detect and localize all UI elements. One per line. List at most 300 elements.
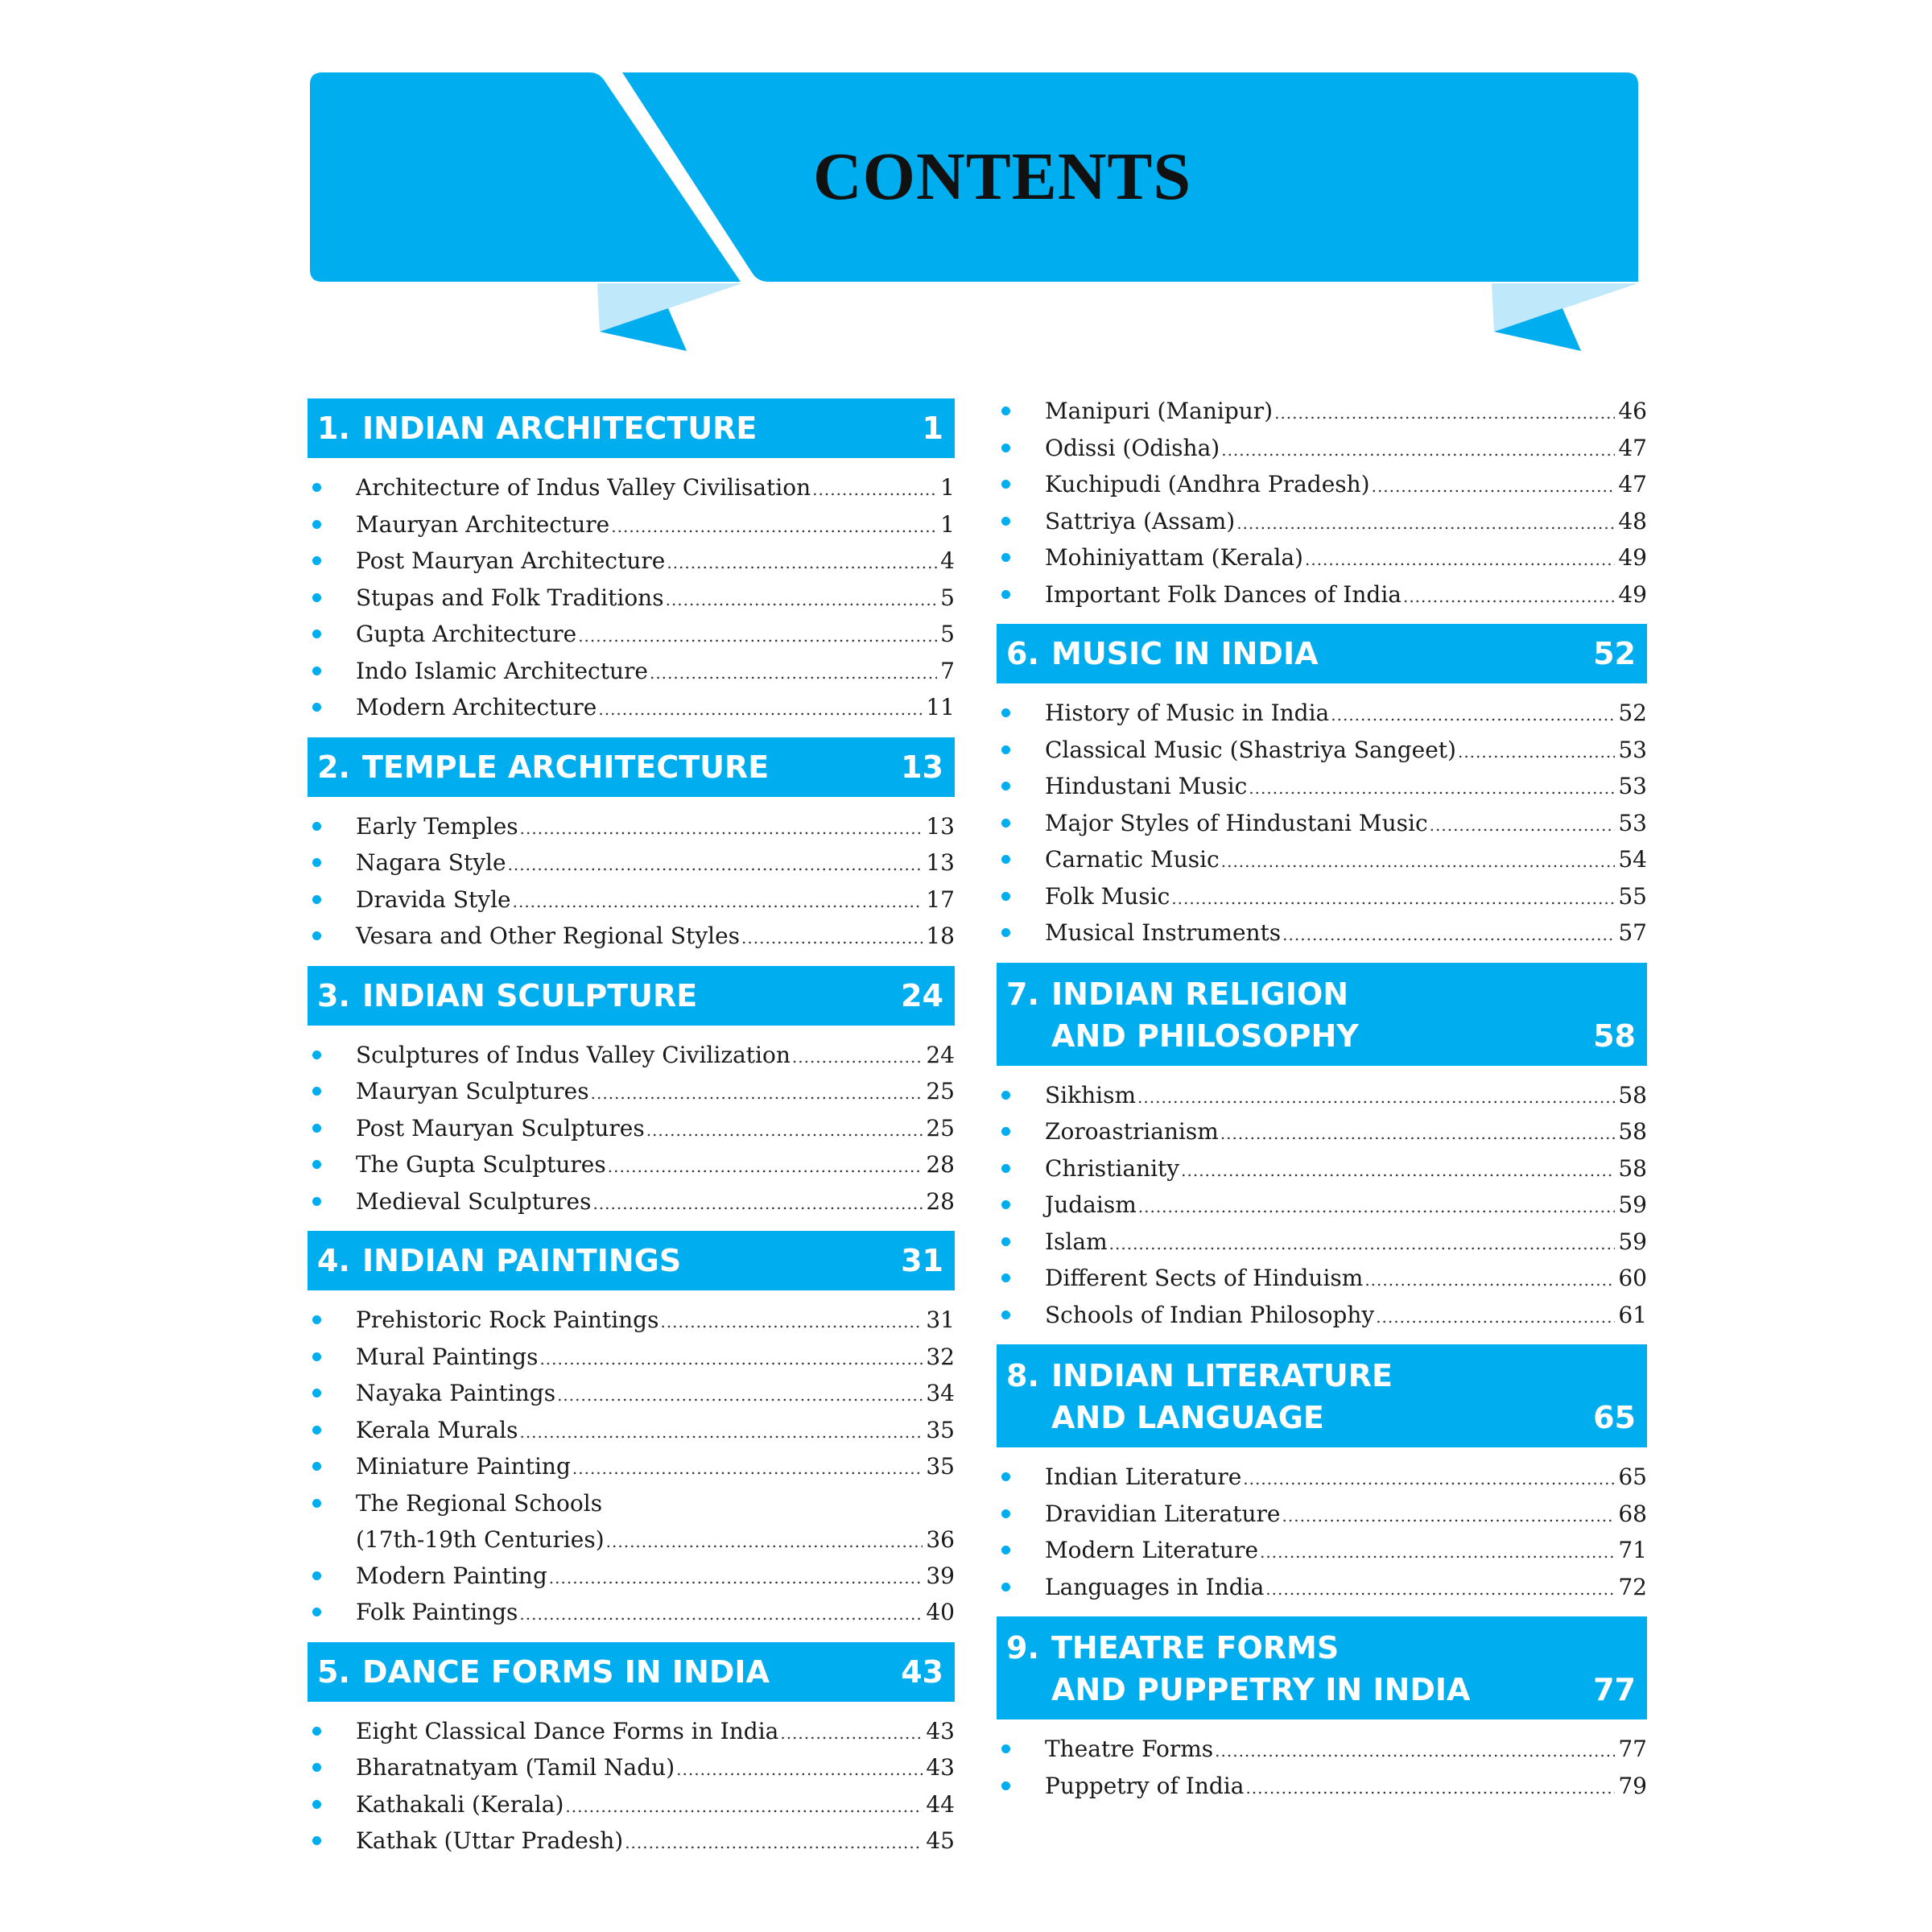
toc-entry-row bbox=[1045, 1150, 1647, 1190]
toc-entry[interactable] bbox=[997, 695, 1647, 732]
dot-leader bbox=[1260, 1534, 1615, 1571]
dot-leader bbox=[1305, 542, 1615, 579]
toc-entry-title: Post Mauryan Sculptures bbox=[356, 1114, 645, 1141]
toc-entry[interactable] bbox=[997, 430, 1647, 467]
toc-entry-title: History of Music in India bbox=[1045, 700, 1330, 726]
dot-leader bbox=[780, 1715, 923, 1752]
bullet-icon bbox=[312, 1727, 321, 1736]
bullet-icon bbox=[1001, 517, 1010, 526]
toc-entry-title: The Gupta Sculptures bbox=[356, 1151, 606, 1178]
toc-entry[interactable] bbox=[308, 543, 955, 580]
bullet-icon bbox=[1001, 1311, 1010, 1319]
toc-entry[interactable] bbox=[997, 1496, 1647, 1533]
toc-entry[interactable] bbox=[997, 732, 1647, 769]
toc-entry-row bbox=[356, 1786, 955, 1826]
section-page: 58 bbox=[1593, 1018, 1636, 1054]
dot-leader bbox=[1221, 844, 1616, 881]
bullet-icon bbox=[312, 703, 321, 712]
bullet-icon bbox=[1001, 1091, 1010, 1100]
toc-entry[interactable] bbox=[308, 1823, 955, 1860]
dot-leader bbox=[578, 618, 937, 655]
toc-entry-title: Theatre Forms bbox=[1045, 1736, 1214, 1762]
toc-entry-page: 25 bbox=[926, 1114, 955, 1141]
toc-entry-page: 39 bbox=[926, 1562, 955, 1589]
toc-entry[interactable] bbox=[308, 1786, 955, 1823]
toc-entry[interactable] bbox=[997, 805, 1647, 842]
section-header[interactable] bbox=[308, 398, 955, 458]
dot-leader bbox=[520, 811, 923, 848]
toc-entry-list bbox=[997, 695, 1647, 952]
toc-entry-row bbox=[1045, 732, 1647, 771]
toc-entry-title: Mauryan Sculptures bbox=[356, 1078, 589, 1104]
toc-entry[interactable] bbox=[997, 1459, 1647, 1496]
toc-entry-row bbox=[1045, 1224, 1647, 1263]
toc-entry-list bbox=[308, 1713, 955, 1860]
bullet-icon bbox=[1001, 855, 1010, 864]
toc-entry-title: Kathakali (Kerala) bbox=[356, 1790, 564, 1818]
toc-entry-title: Prehistoric Rock Paintings bbox=[356, 1307, 659, 1333]
toc-entry-row bbox=[1045, 1532, 1647, 1571]
bullet-icon bbox=[1001, 708, 1010, 717]
toc-entry[interactable] bbox=[997, 1297, 1647, 1334]
section-page: 65 bbox=[1593, 1400, 1636, 1435]
toc-entry[interactable] bbox=[308, 1146, 955, 1183]
dot-leader bbox=[598, 691, 923, 729]
toc-entry-row bbox=[1045, 695, 1647, 734]
dot-leader bbox=[1138, 1189, 1616, 1226]
toc-entry-page: 34 bbox=[926, 1380, 955, 1406]
toc-entry[interactable] bbox=[308, 580, 955, 617]
toc-entry-row bbox=[1045, 841, 1647, 881]
section-page: 1 bbox=[922, 411, 943, 446]
toc-entry-page: 61 bbox=[1618, 1301, 1647, 1328]
dot-leader bbox=[1221, 432, 1615, 469]
toc-entry-title: Nagara Style bbox=[356, 849, 506, 876]
toc-entry[interactable] bbox=[308, 1339, 955, 1376]
dot-leader bbox=[1282, 1498, 1616, 1535]
toc-entry-title: Post Mauryan Architecture bbox=[356, 547, 666, 574]
bullet-icon bbox=[1001, 1200, 1010, 1209]
toc-entry[interactable] bbox=[308, 653, 955, 690]
toc-entry-title: Sculptures of Indus Valley Civilization bbox=[356, 1041, 791, 1068]
toc-entry-title: Bharatnatyam (Tamil Nadu) bbox=[356, 1754, 675, 1781]
toc-entry[interactable] bbox=[997, 1260, 1647, 1297]
dot-leader bbox=[676, 1752, 923, 1789]
bullet-icon bbox=[312, 895, 321, 904]
toc-entry-title: Manipuri (Manipur) bbox=[1045, 398, 1274, 424]
toc-entry-row bbox=[1045, 576, 1647, 616]
bullet-icon bbox=[312, 1836, 321, 1845]
section-page: 31 bbox=[901, 1243, 943, 1278]
section-number: 4. bbox=[317, 1243, 350, 1278]
toc-entry-page: 45 bbox=[926, 1827, 955, 1854]
toc-entry[interactable] bbox=[997, 841, 1647, 878]
toc-entry-title: Odissi (Odisha) bbox=[1045, 434, 1220, 461]
dot-leader bbox=[650, 655, 937, 692]
dot-leader bbox=[1403, 579, 1615, 616]
section-page: 77 bbox=[1593, 1672, 1636, 1707]
dot-leader bbox=[667, 545, 937, 582]
toc-entry[interactable] bbox=[308, 844, 955, 881]
toc-entry-title: Mural Paintings bbox=[356, 1343, 539, 1370]
toc-entry-title: Indian Literature bbox=[1045, 1463, 1242, 1490]
toc-entry-page: 5 bbox=[940, 584, 955, 611]
dot-leader bbox=[565, 1789, 923, 1826]
section-number: 5. bbox=[317, 1653, 350, 1690]
toc-entry-list bbox=[308, 1302, 955, 1631]
toc-entry-page: 28 bbox=[926, 1151, 955, 1178]
dot-leader bbox=[1249, 770, 1615, 807]
toc-entry[interactable] bbox=[308, 1183, 955, 1220]
toc-entry-page: 49 bbox=[1618, 544, 1647, 571]
dot-leader bbox=[591, 1075, 923, 1113]
toc-entry[interactable] bbox=[997, 1077, 1647, 1114]
toc-entry-title: Important Folk Dances of India bbox=[1045, 580, 1402, 608]
section-number: 7. bbox=[1006, 976, 1039, 1012]
section-title-line1: INDIAN RELIGION bbox=[1051, 976, 1349, 1012]
toc-entry[interactable] bbox=[308, 881, 955, 919]
toc-entry-row bbox=[356, 1146, 955, 1186]
toc-entry-page: 52 bbox=[1618, 700, 1647, 726]
toc-entry-row bbox=[356, 1110, 955, 1150]
bullet-icon bbox=[1001, 553, 1010, 562]
toc-entry-title: Modern Architecture bbox=[356, 694, 597, 720]
bullet-icon bbox=[312, 1124, 321, 1133]
toc-entry-page: 59 bbox=[1618, 1228, 1647, 1255]
toc-entry-row bbox=[1045, 1260, 1647, 1299]
dot-leader bbox=[1430, 807, 1616, 844]
toc-entry-row bbox=[356, 918, 955, 957]
toc-entry-page: 25 bbox=[926, 1078, 955, 1104]
toc-entry[interactable] bbox=[308, 1037, 955, 1074]
dot-leader bbox=[1458, 734, 1615, 771]
toc-entry-page: 49 bbox=[1618, 580, 1647, 608]
toc-entry-row bbox=[356, 1823, 955, 1862]
toc-entry[interactable] bbox=[997, 503, 1647, 540]
section-title-line2: AND LANGUAGE bbox=[1051, 1400, 1324, 1435]
bullet-icon bbox=[1001, 1164, 1010, 1173]
section-page: 43 bbox=[901, 1653, 943, 1690]
bullet-icon bbox=[312, 556, 321, 565]
toc-entry-title: Different Sects of Hinduism bbox=[1045, 1265, 1364, 1291]
toc-entry[interactable] bbox=[997, 1731, 1647, 1768]
toc-entry[interactable] bbox=[997, 466, 1647, 503]
bullet-icon bbox=[1001, 1744, 1010, 1753]
toc-entry-title: Dravida Style bbox=[356, 886, 511, 913]
section-title: INDIAN ARCHITECTURE bbox=[362, 411, 758, 446]
toc-entry-row bbox=[1045, 914, 1647, 954]
toc-entry[interactable] bbox=[997, 1532, 1647, 1569]
dot-leader bbox=[1137, 1080, 1615, 1117]
toc-entry-page: 1 bbox=[940, 474, 955, 501]
bullet-icon bbox=[312, 1800, 321, 1809]
dot-leader bbox=[1181, 1153, 1615, 1190]
dot-leader bbox=[1109, 1226, 1616, 1263]
toc-entry-title: Classical Music (Shastriya Sangeet) bbox=[1045, 736, 1456, 763]
toc-entry-title: Judaism bbox=[1045, 1191, 1137, 1218]
toc-entry-row bbox=[356, 844, 955, 884]
toc-entry[interactable] bbox=[308, 1375, 955, 1412]
toc-entry[interactable] bbox=[997, 393, 1647, 430]
bullet-icon bbox=[1001, 782, 1010, 791]
dot-leader bbox=[592, 1186, 923, 1223]
toc-entry-title: Islam bbox=[1045, 1228, 1108, 1255]
toc-entry-page: 32 bbox=[926, 1343, 955, 1370]
toc-entry-title: Schools of Indian Philosophy bbox=[1045, 1301, 1375, 1328]
bullet-icon bbox=[312, 1389, 321, 1397]
dot-leader bbox=[1171, 881, 1615, 918]
toc-entry-row bbox=[356, 1183, 955, 1223]
dot-leader bbox=[572, 1451, 923, 1488]
toc-entry-row bbox=[356, 689, 955, 729]
toc-entry[interactable] bbox=[308, 506, 955, 543]
bullet-icon bbox=[1001, 1274, 1010, 1282]
toc-entry-row bbox=[356, 808, 955, 848]
section-header[interactable] bbox=[997, 1616, 1647, 1719]
bullet-icon bbox=[1001, 590, 1010, 599]
dot-leader bbox=[608, 1149, 923, 1186]
bullet-icon bbox=[1001, 1546, 1010, 1554]
toc-entry[interactable] bbox=[997, 1768, 1647, 1805]
section-number: 6. bbox=[1006, 636, 1039, 671]
toc-entry[interactable] bbox=[997, 1113, 1647, 1150]
toc-entry-row bbox=[356, 580, 955, 619]
toc-entry-title: Languages in India bbox=[1045, 1573, 1265, 1600]
dot-leader bbox=[539, 1341, 923, 1378]
dot-leader bbox=[1331, 697, 1615, 734]
toc-entry[interactable] bbox=[308, 1558, 955, 1595]
toc-entry[interactable] bbox=[308, 1749, 955, 1786]
toc-entry-row bbox=[1045, 393, 1647, 432]
section-number: 2. bbox=[317, 749, 350, 785]
toc-entry-list bbox=[308, 808, 955, 955]
toc-entry-row bbox=[356, 469, 955, 509]
toc-entry-title-line1: The Regional Schools bbox=[356, 1489, 603, 1517]
bullet-icon bbox=[1001, 1583, 1010, 1591]
section-header[interactable] bbox=[997, 963, 1647, 1066]
toc-entry-title: Sattriya (Assam) bbox=[1045, 507, 1236, 535]
bullet-icon bbox=[1001, 928, 1010, 937]
bullet-icon bbox=[312, 1426, 321, 1435]
bullet-icon bbox=[1001, 1509, 1010, 1518]
toc-entry-row bbox=[1045, 768, 1647, 807]
bullet-icon bbox=[312, 483, 321, 492]
toc-entry[interactable] bbox=[308, 1412, 955, 1449]
toc-entry[interactable] bbox=[997, 539, 1647, 576]
toc-entry-title: Major Styles of Hindustani Music bbox=[1045, 809, 1428, 836]
toc-entry-row bbox=[1045, 1768, 1647, 1807]
toc-entry-title: Folk Music bbox=[1045, 882, 1170, 910]
section-header[interactable] bbox=[308, 1231, 955, 1290]
bullet-icon bbox=[312, 1608, 321, 1616]
toc-entry[interactable] bbox=[308, 689, 955, 726]
dot-leader bbox=[513, 884, 923, 921]
toc-entry-page: 43 bbox=[926, 1754, 955, 1781]
dot-leader bbox=[741, 920, 923, 957]
toc-entry[interactable] bbox=[997, 576, 1647, 613]
section-title-line2: AND PHILOSOPHY bbox=[1051, 1018, 1359, 1054]
toc-entry-page: 60 bbox=[1618, 1265, 1647, 1291]
toc-entry-list bbox=[997, 1077, 1647, 1334]
toc-entry[interactable] bbox=[308, 918, 955, 955]
toc-entry-row bbox=[1045, 878, 1647, 918]
bullet-icon bbox=[312, 1051, 321, 1059]
toc-entry-page: 36 bbox=[926, 1525, 955, 1553]
toc-entry[interactable] bbox=[308, 1110, 955, 1147]
bullet-icon bbox=[312, 1352, 321, 1361]
toc-entry-title: Folk Paintings bbox=[356, 1599, 518, 1625]
toc-entry-title: Hindustani Music bbox=[1045, 773, 1248, 799]
bullet-icon bbox=[312, 1197, 321, 1206]
toc-entry[interactable] bbox=[997, 914, 1647, 952]
toc-entry-page: 72 bbox=[1618, 1573, 1647, 1600]
toc-entry-title: Zoroastrianism bbox=[1045, 1118, 1219, 1145]
section-number: 8. bbox=[1006, 1358, 1039, 1393]
toc-entry-page: 17 bbox=[926, 886, 955, 913]
toc-entry-page: 44 bbox=[926, 1790, 955, 1818]
toc-entry-row bbox=[356, 1713, 955, 1752]
toc-entry-row bbox=[1045, 503, 1647, 543]
bullet-icon bbox=[312, 931, 321, 940]
section-title-line2: AND PUPPETRY IN INDIA bbox=[1051, 1672, 1471, 1707]
toc-entry-page: 55 bbox=[1618, 882, 1647, 910]
dot-leader bbox=[519, 1596, 923, 1633]
toc-entry-row bbox=[1045, 466, 1647, 506]
dot-leader bbox=[1245, 1770, 1615, 1807]
toc-entry-title: Sikhism bbox=[1045, 1081, 1137, 1108]
toc-entry[interactable] bbox=[308, 616, 955, 653]
toc-entry-row bbox=[1045, 1496, 1647, 1535]
toc-entry[interactable] bbox=[308, 1448, 955, 1485]
toc-entry-title: Kathak (Uttar Pradesh) bbox=[356, 1827, 624, 1854]
dot-leader bbox=[557, 1377, 923, 1414]
dot-leader bbox=[1274, 395, 1615, 432]
toc-entry[interactable] bbox=[308, 1594, 955, 1631]
toc-entry-title: Kuchipudi (Andhra Pradesh) bbox=[1045, 471, 1370, 497]
bullet-icon bbox=[1001, 745, 1010, 754]
toc-entry-title: Mauryan Architecture bbox=[356, 510, 610, 538]
toc-entry-title: Modern Literature bbox=[1045, 1537, 1259, 1563]
toc-entry-list bbox=[308, 469, 955, 726]
toc-entry[interactable] bbox=[997, 878, 1647, 915]
section-header[interactable] bbox=[997, 1344, 1647, 1447]
toc-entry[interactable] bbox=[997, 1150, 1647, 1187]
toc-entry-list bbox=[308, 1037, 955, 1220]
toc-entry-row bbox=[356, 506, 955, 546]
section-header[interactable] bbox=[308, 737, 955, 797]
dot-leader bbox=[508, 847, 923, 884]
bullet-icon bbox=[1001, 819, 1010, 828]
section-header[interactable] bbox=[308, 1642, 955, 1702]
toc-entry-row bbox=[1045, 1077, 1647, 1117]
bullet-icon bbox=[312, 1160, 321, 1169]
section-header[interactable] bbox=[308, 966, 955, 1026]
toc-entry[interactable] bbox=[308, 1302, 955, 1339]
toc-entry[interactable] bbox=[308, 1485, 955, 1558]
toc-entry-page: 79 bbox=[1618, 1772, 1647, 1799]
toc-entry-row bbox=[356, 1073, 955, 1113]
bullet-icon bbox=[312, 630, 321, 638]
toc-entry-page: 18 bbox=[926, 923, 955, 949]
dot-leader bbox=[646, 1113, 923, 1150]
bullet-icon bbox=[1001, 1781, 1010, 1790]
toc-entry-row bbox=[356, 1594, 955, 1633]
toc-entry[interactable] bbox=[308, 469, 955, 506]
bullet-icon bbox=[312, 667, 321, 675]
section-number: 1. bbox=[317, 411, 350, 446]
toc-entry-title: Musical Instruments bbox=[1045, 919, 1282, 946]
dot-leader bbox=[1243, 1461, 1615, 1498]
toc-entry-page: 59 bbox=[1618, 1191, 1647, 1218]
toc-entry[interactable] bbox=[997, 1569, 1647, 1606]
toc-entry-row bbox=[356, 1749, 955, 1789]
bullet-icon bbox=[312, 593, 321, 602]
toc-entry-row bbox=[1045, 1297, 1647, 1336]
bullet-icon bbox=[312, 1087, 321, 1096]
dot-leader bbox=[666, 582, 938, 619]
toc-entry-row bbox=[1045, 539, 1647, 579]
toc-entry-page: 54 bbox=[1618, 846, 1647, 873]
toc-entry-page: 43 bbox=[926, 1717, 955, 1744]
dot-leader bbox=[549, 1560, 923, 1597]
section-title: INDIAN SCULPTURE bbox=[362, 977, 698, 1013]
toc-entry-title: Gupta Architecture bbox=[356, 621, 577, 647]
toc-entry-row bbox=[1045, 1459, 1647, 1498]
dot-leader bbox=[792, 1039, 923, 1076]
toc-entry-title: Stupas and Folk Traditions bbox=[356, 584, 664, 611]
bullet-icon bbox=[312, 822, 321, 831]
toc-entry[interactable] bbox=[308, 808, 955, 845]
toc-entry-row bbox=[1045, 1569, 1647, 1608]
dot-leader bbox=[611, 509, 937, 546]
section-page: 13 bbox=[901, 749, 943, 785]
toc-entry-page: 35 bbox=[926, 1453, 955, 1480]
toc-entry[interactable] bbox=[997, 768, 1647, 805]
toc-entry-page: 58 bbox=[1618, 1154, 1647, 1182]
toc-entry-list bbox=[997, 1459, 1647, 1605]
toc-entry-page: 24 bbox=[926, 1041, 955, 1068]
toc-entry-row bbox=[356, 1558, 955, 1597]
section-header[interactable] bbox=[997, 624, 1647, 683]
toc-entry-page: 13 bbox=[926, 812, 955, 840]
bullet-icon bbox=[1001, 1472, 1010, 1481]
dot-leader bbox=[1236, 506, 1615, 543]
toc-entry-page: 4 bbox=[940, 547, 955, 574]
bullet-icon bbox=[1001, 892, 1010, 901]
toc-entry-page: 31 bbox=[926, 1307, 955, 1333]
toc-entry-page: 11 bbox=[926, 694, 955, 720]
toc-entry-row bbox=[356, 1037, 955, 1076]
toc-entry[interactable] bbox=[997, 1224, 1647, 1261]
section-title: DANCE FORMS IN INDIA bbox=[362, 1653, 770, 1690]
section-title: MUSIC IN INDIA bbox=[1051, 636, 1319, 671]
toc-entry-page: 35 bbox=[926, 1416, 955, 1443]
toc-entry-page: 5 bbox=[940, 621, 955, 647]
toc-entry[interactable] bbox=[308, 1713, 955, 1750]
toc-entry-row bbox=[1045, 805, 1647, 844]
toc-entry-page: 53 bbox=[1618, 809, 1647, 836]
toc-entry[interactable] bbox=[997, 1187, 1647, 1224]
toc-right-column bbox=[997, 393, 1647, 1815]
bullet-icon bbox=[312, 1462, 321, 1471]
toc-entry-page: 7 bbox=[940, 657, 955, 684]
dot-leader bbox=[1215, 1733, 1615, 1770]
bullet-icon bbox=[312, 858, 321, 867]
toc-entry-page: 47 bbox=[1618, 471, 1647, 497]
toc-entry[interactable] bbox=[308, 1073, 955, 1110]
dot-leader bbox=[1376, 1299, 1615, 1336]
toc-entry-row bbox=[356, 543, 955, 582]
